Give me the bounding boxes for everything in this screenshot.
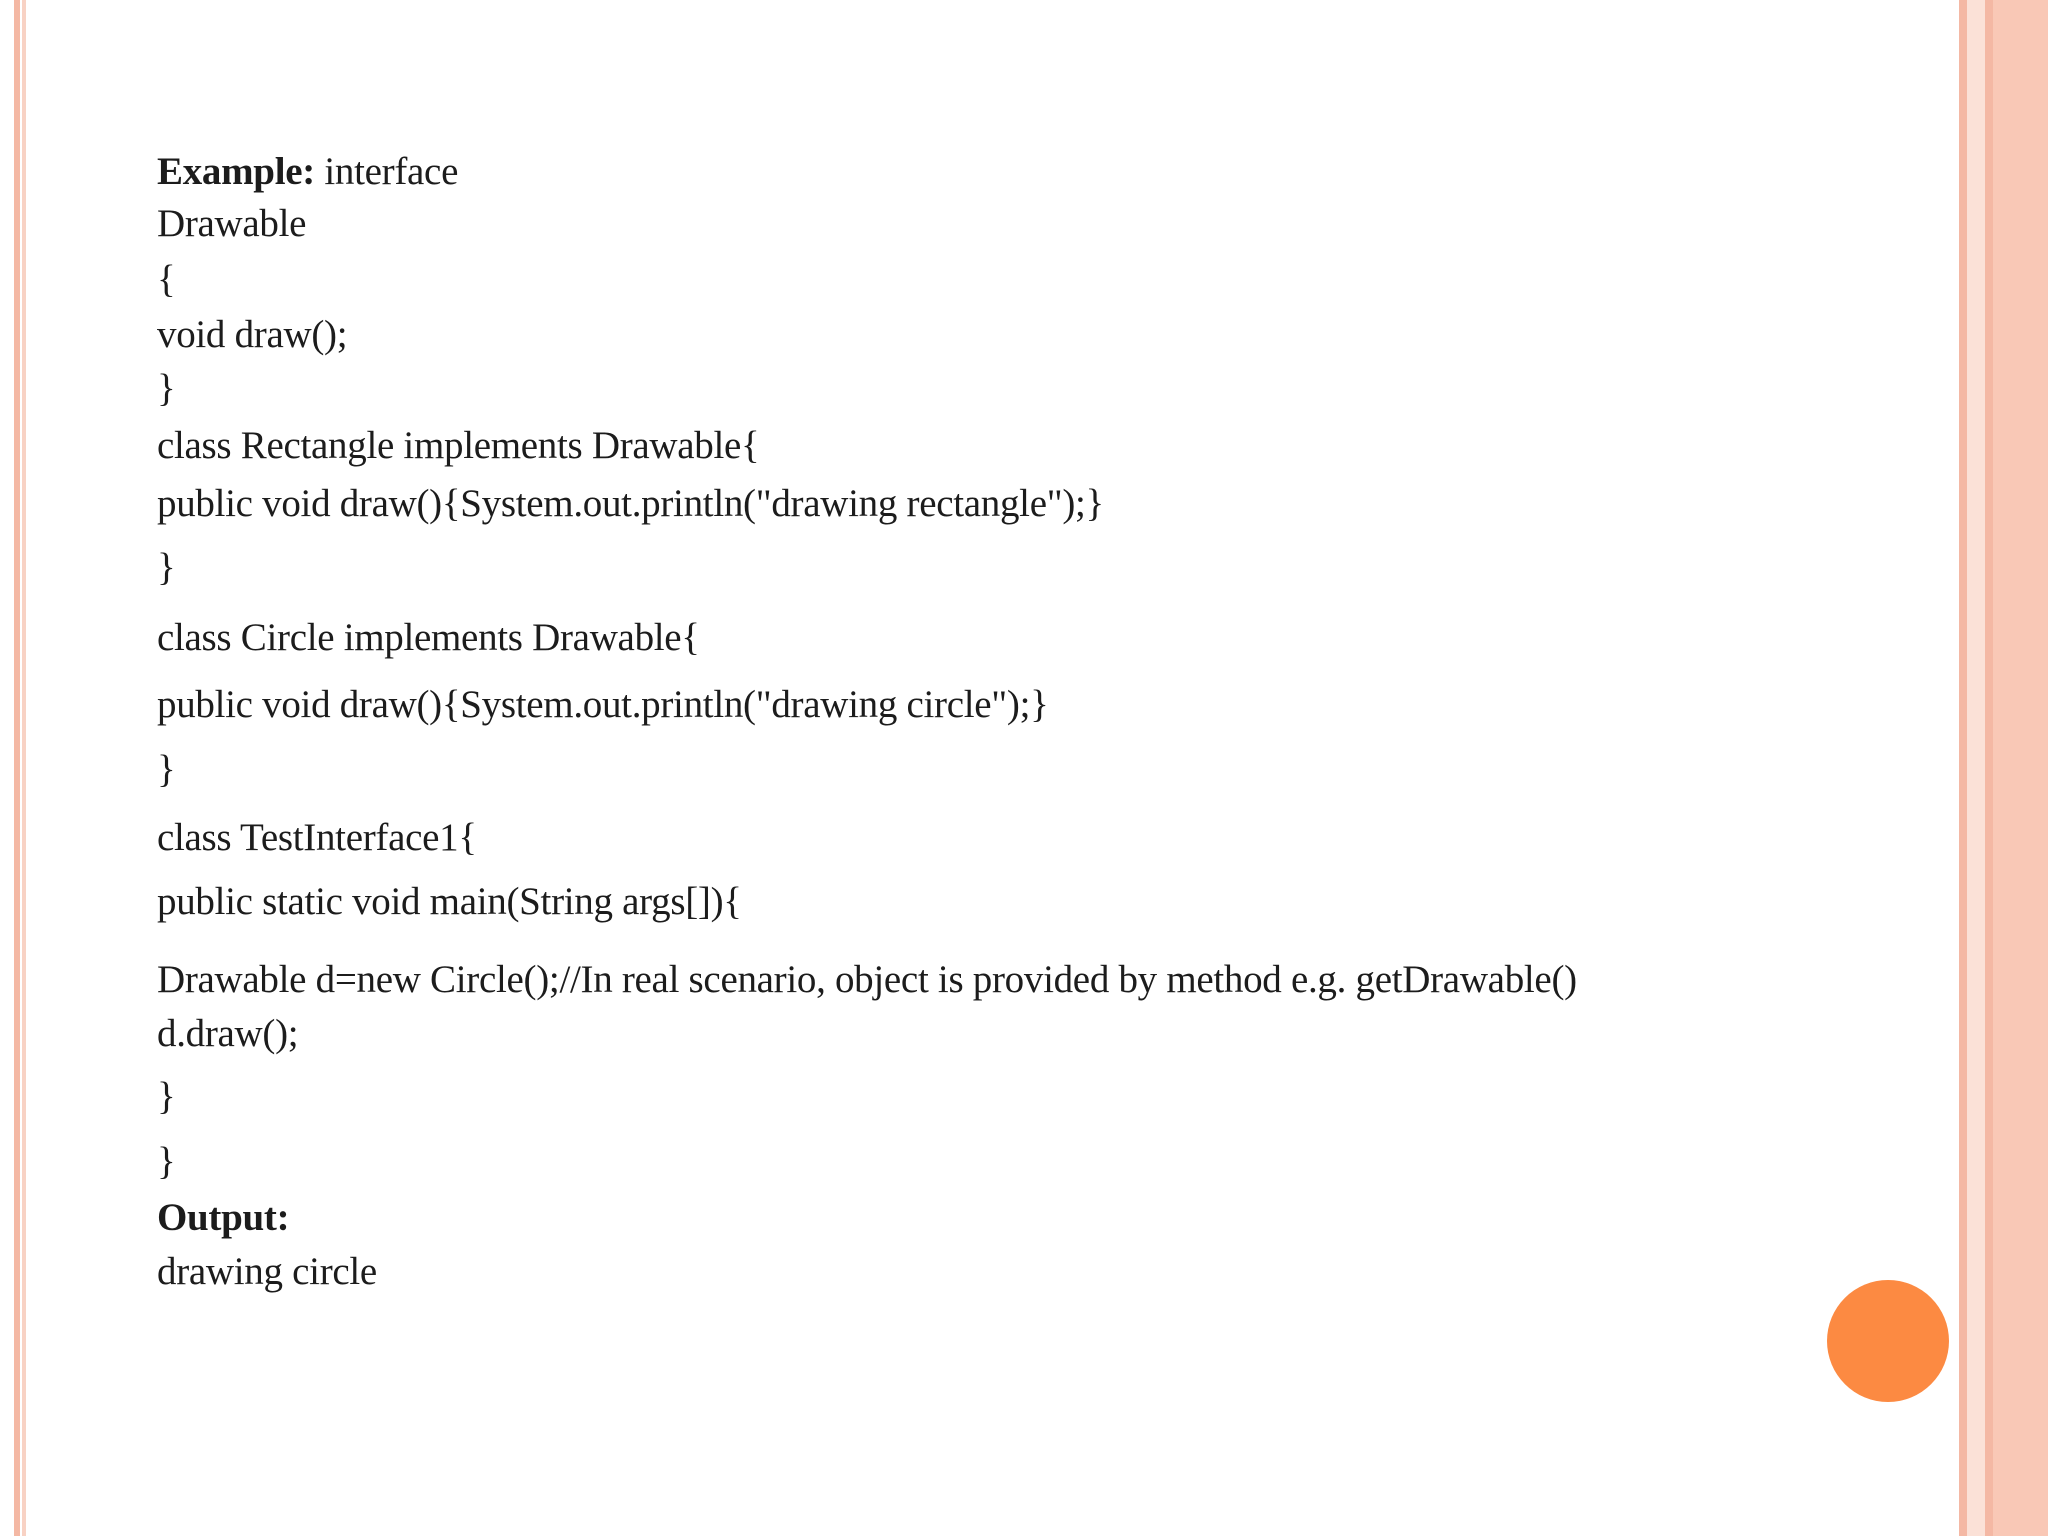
code-line: void draw(); [157,313,348,356]
code-line: class TestInterface1{ [157,816,477,859]
code-line: } [157,367,176,410]
code-line: interface [314,150,459,193]
example-heading [157,148,458,196]
code-line: } [157,748,176,791]
code-line: { [157,258,176,301]
output-label: Output: [157,1196,290,1239]
code-line: public static void main(String args[]){ [157,880,742,923]
right-border-fill [1967,0,1985,1536]
example-label: Example: [157,150,315,193]
code-line: d.draw(); [157,1012,299,1055]
code-line: } [157,1075,176,1118]
code-line: Drawable [157,202,307,245]
left-border-stripe [14,0,20,1536]
output-text: drawing circle [157,1250,377,1293]
code-line: Drawable d=new Circle();//In real scenario, object is provided by method e.g. getDrawable() [157,958,1577,1001]
right-border-band [1993,0,2048,1536]
decorative-circle [1827,1280,1949,1402]
right-border-line [1959,0,1967,1536]
code-line: class Circle implements Drawable{ [157,616,700,659]
left-border-stripe-inner [22,0,26,1536]
right-border-line-outer [1985,0,1993,1536]
code-line: } [157,546,176,589]
code-line: public void draw(){System.out.println("drawing rectangle");} [157,482,1104,525]
code-line: class Rectangle implements Drawable{ [157,424,760,467]
code-line: public void draw(){System.out.println("drawing circle");} [157,683,1049,726]
code-line: } [157,1140,176,1183]
